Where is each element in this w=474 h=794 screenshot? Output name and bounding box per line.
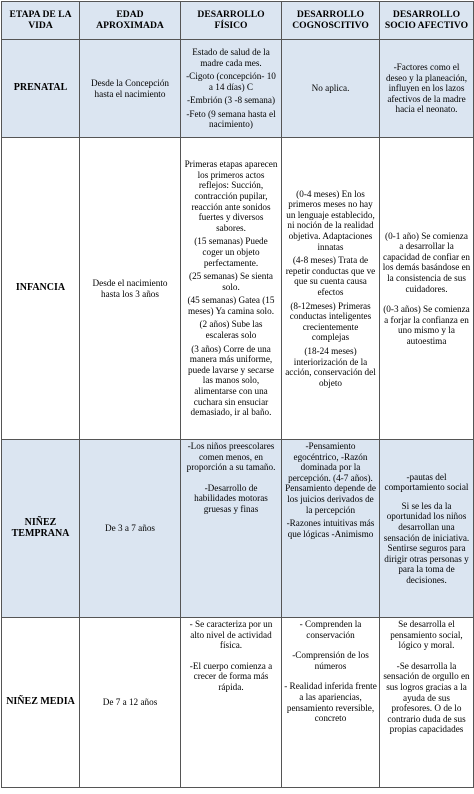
physical-cell (181, 138, 282, 440)
stage-cell: PRENATAL (2, 40, 80, 138)
physical-cell (181, 40, 282, 138)
table-row-ninez-temprana (2, 440, 474, 618)
social-text: Si se les da la oportunidad los niños desarrollan una sensación de iniciativa. Sentirse seguros para dirigir otras personas y para la toma de decisiones. (383, 500, 470, 585)
cognitive-cell (282, 138, 380, 440)
physical-text: -El cuerpo comienza a crecer de forma más rápida. (189, 660, 273, 692)
cognitive-text: No aplica. (311, 83, 350, 94)
stage-cell: NIÑEZ TEMPRANA (2, 440, 80, 618)
table-row-infancia (2, 138, 474, 440)
table-header-row (2, 2, 474, 40)
cognitive-text: -Comprensión de los números (292, 650, 369, 671)
social-cell (380, 618, 474, 788)
social-cell (380, 138, 474, 440)
header-age: EDAD APROXIMADA (80, 2, 181, 40)
physical-text: -Cigoto (concepción- 10 a 14 días) C (186, 71, 276, 92)
header-social: DESARROLLO SOCIO AFECTIVO (380, 2, 474, 40)
cognitive-text: -Razones intuitivas más que lógicas -Animismo (286, 518, 375, 539)
physical-text: -Los niños preescolares comen menos, en proporción a su tamaño. (186, 441, 276, 473)
physical-text: Primeras etapas aparecen los primeros actos reflejos: Succión, contracción pupilar, reacción ante sonidos fuertes y diversos sabores. (184, 159, 278, 233)
header-cognitive: DESARROLLO COGNOSCITIVO (282, 2, 380, 40)
header-stage: ETAPA DE LA VIDA (2, 2, 80, 40)
physical-text: -Feto (9 semana hasta el nacimiento) (186, 108, 276, 130)
cognitive-text: (0-4 meses) En los primeros meses no hay un lenguaje establecido, ni noción de la realidad objetiva. Adaptaciones innatas (286, 188, 375, 252)
cognitive-text: (4-8 meses) Trata de repetir conductas que ve que su cuenta causa efectos (285, 255, 376, 297)
age-cell: Desde el nacimiento hasta los 3 años (80, 138, 181, 440)
cognitive-cell (282, 440, 380, 618)
header-physical: DESARROLLO FÍSICO (181, 2, 282, 40)
physical-text: Estado de salud de la madre cada mes. (192, 46, 270, 68)
stage-cell: NIÑEZ MEDIA (2, 618, 80, 788)
age-cell: De 3 a 7 años (80, 440, 181, 618)
cognitive-text: - Realidad inferida frente a las apariencias, pensamiento reversible, concreto (284, 681, 377, 724)
social-text: -pautas del comportamiento social (384, 471, 469, 493)
physical-cell (181, 618, 282, 788)
social-cell (380, 40, 474, 138)
social-cell (380, 440, 474, 618)
social-text: (0-1 año) Se comienza a desarrollar la capacidad de confiar en los demás basándose en la consistencia de sus cuidadores. (382, 230, 471, 294)
social-text: Se desarrolla el pensamiento social, lógico y moral. (390, 619, 463, 651)
table-row-prenatal (2, 40, 474, 138)
social-text: (0-3 años) Se comienza a forjar la confianza en uno mismo y la autoestima (383, 304, 470, 346)
physical-text: (15 semanas) Puede coger un objeto perfectamente. (194, 236, 268, 268)
social-text: -Se desarrolla la sensación de orgullo en sus logros gracias a la ayuda de sus profesores. O de lo contrario duda de sus propias capacidades (383, 660, 470, 735)
social-text: -Factores como el deseo y la planeación, influyen en los lazos afectivos de la madre hacia el neonato. (385, 62, 468, 115)
cognitive-text: (8-12meses) Primeras conductas inteligentes crecientemente complejas (289, 300, 372, 343)
table-row-ninez-media (2, 618, 474, 788)
development-stages-table (1, 1, 474, 788)
stage-cell: INFANCIA (2, 138, 80, 440)
physical-text: (2 años) Sube las escaleras solo (199, 319, 263, 341)
cognitive-text: - Comprenden la conservación (299, 619, 362, 640)
physical-text: (45 semanas) Gatea (15 meses) Ya camina solo. (187, 295, 275, 316)
physical-text: -Embrión (3 -8 semana) (186, 95, 276, 106)
physical-text: - Se caracteriza por un alto nivel de actividad física. (189, 619, 273, 651)
cognitive-cell (282, 618, 380, 788)
physical-text: -Desarrollo de habilidades motoras gruesas y finas (194, 482, 268, 514)
cognitive-text: -Pensamiento egocéntrico, -Razón dominada por la percepción. (4-7 años). Pensamiento depende de los juicios derivados de la percepción (285, 441, 376, 515)
physical-text: (25 semanas) Se sienta solo. (189, 271, 273, 292)
age-cell: Desde la Concepción hasta el nacimiento (80, 40, 181, 138)
cognitive-cell (282, 40, 380, 138)
physical-text: (3 años) Corre de una manera más uniforme, puede lavarse y secarse las manos solo, alimentarse con una cuchara sin ensuciar demasiado, ir al baño. (188, 343, 274, 418)
age-cell: De 7 a 12 años (80, 618, 181, 788)
physical-cell (181, 440, 282, 618)
cognitive-text: (18-24 meses) interiorización de la acción, conservación del objeto (285, 345, 376, 388)
